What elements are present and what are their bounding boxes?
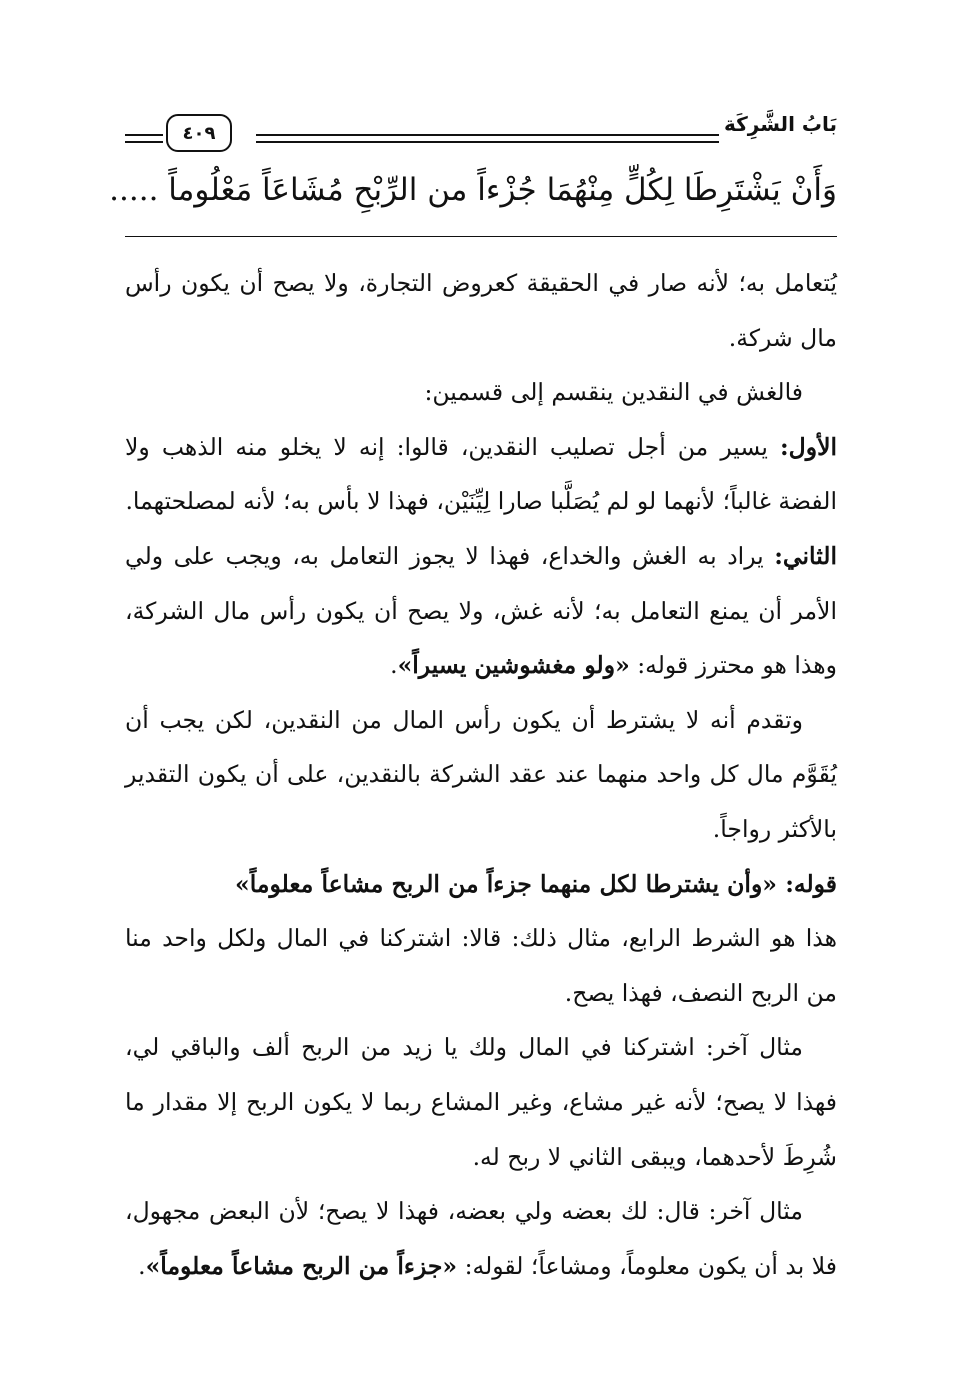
paragraph-tail: . bbox=[138, 1251, 146, 1280]
quoted-phrase: «وأن يشترطا لكل منهما جزءاً من الربح مشاعاً معلوماً» bbox=[235, 869, 786, 898]
paragraph-8 bbox=[125, 1020, 837, 1184]
header-rule-left bbox=[125, 134, 163, 143]
paragraph-tail: . bbox=[390, 651, 398, 680]
paragraph-7 bbox=[125, 911, 837, 1020]
paragraph-text: مثال آخر: قال: لك بعضه ولي بعضه، فهذا لا يصح؛ لأن البعض مجهول، فلا بد أن يكون معلوماً، ومشاعاً؛ لقوله: bbox=[125, 1197, 837, 1280]
paragraph-9 bbox=[125, 1184, 837, 1293]
matn-text: وَأَنْ يَشْتَرِطَا لِكُلٍّ مِنْهُمَا جُزْءاً من الرِّبْحِ مُشَاعَاً مَعْلُوماً ..... bbox=[109, 172, 837, 208]
quoted-phrase: «ولو مغشوشين يسيراً» bbox=[397, 651, 630, 680]
paragraph-text: فالغش في النقدين ينقسم إلى قسمين: bbox=[424, 378, 803, 407]
section-label: الثاني: bbox=[774, 541, 837, 570]
header-rule bbox=[256, 134, 719, 143]
paragraph-5 bbox=[125, 693, 837, 857]
section-label: الأول: bbox=[779, 432, 837, 461]
paragraph-1 bbox=[125, 256, 837, 365]
page-number-text: ٤٠٩ bbox=[182, 122, 216, 144]
paragraph-text: يراد به الغش والخداع، فهذا لا يجوز التعامل به، ويجب على ولي الأمر أن يمنع التعامل به؛ لأنه غش، ولا يصح أن يكون رأس مال الشركة، وهذا هو محترز قوله: bbox=[125, 541, 837, 680]
paragraph-text: يسير من أجل تصليب النقدين، قالوا: إنه لا يخلو منه الذهب ولا الفضة غالباً؛ لأنهما لو لم يُصَلَّبا صارا لِيِّنَيْن، فهذا لا بأس به؛ لأنه لمصلحتهما. bbox=[125, 432, 837, 516]
section-label: قوله: bbox=[785, 869, 837, 898]
paragraph-text: يُتعامل به؛ لأنه صار في الحقيقة كعروض التجارة، ولا يصح أن يكون رأس مال شركة. bbox=[125, 269, 837, 352]
commentary-body bbox=[125, 256, 837, 1293]
chapter-title: بَابُ الشَّرِكَة bbox=[724, 112, 837, 136]
page-number bbox=[166, 114, 232, 152]
matn-divider bbox=[125, 236, 837, 237]
paragraph-text: مثال آخر: اشتركنا في المال ولك يا زيد من الربح ألف والباقي لي، فهذا لا يصح؛ لأنه غير مشاع، وغير المشاع ربما لا يكون الربح إلا مقدار ما شُرِطَ لأحدهما، ويبقى الثاني لا ربح له. bbox=[125, 1033, 837, 1171]
paragraph-text: هذا هو الشرط الرابع، مثال ذلك: قالا: اشتركنا في المال ولكل واحد منا من الربح النصف، فهذا يصح. bbox=[125, 924, 837, 1007]
paragraph-2 bbox=[125, 365, 837, 420]
quoted-phrase: «جزءاً من الربح مشاعاً معلوماً» bbox=[145, 1251, 458, 1280]
paragraph-6-heading bbox=[125, 857, 837, 912]
paragraph-4 bbox=[125, 529, 837, 693]
paragraph-3 bbox=[125, 420, 837, 529]
paragraph-text: وتقدم أنه لا يشترط أن يكون رأس المال من النقدين، لكن يجب أن يُقَوَّم مال كل واحد منهما عند عقد الشركة بالنقدين، على أن يكون التقدير بالأكثر رواجاً. bbox=[125, 705, 837, 843]
